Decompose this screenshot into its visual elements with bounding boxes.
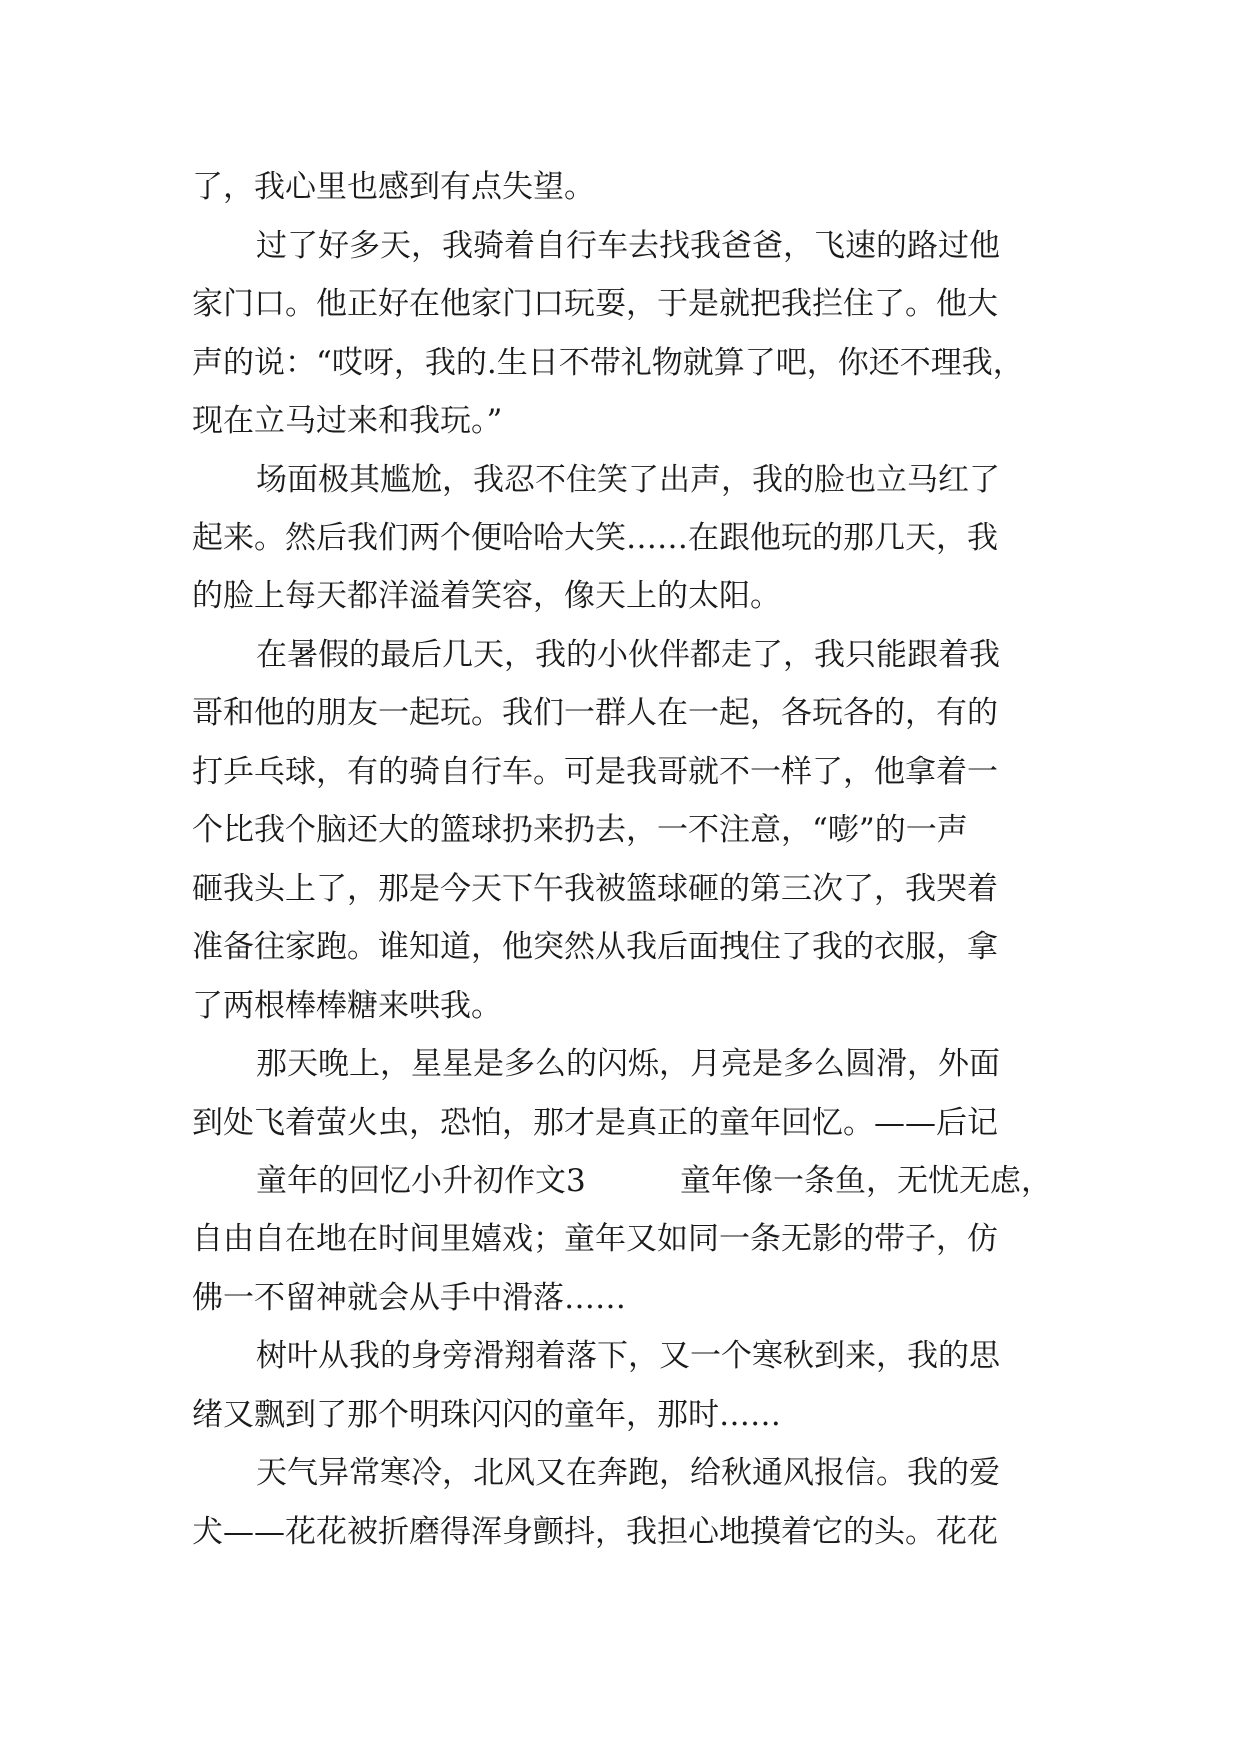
text-line	[0, 917, 1241, 977]
text-line	[0, 683, 1241, 743]
paragraph-start-line	[0, 1326, 1241, 1386]
text-line-content: 打乒乓球，有的骑自行车。可是我哥就不一样了，他拿着一	[192, 754, 998, 790]
text-line-content: 天气异常寒冷，北风又在奔跑，给秋通风报信。我的爱	[256, 1455, 1000, 1491]
text-line	[0, 508, 1241, 568]
text-line	[0, 1209, 1241, 1269]
text-line-content: 场面极其尴尬，我忍不住笑了出声，我的脸也立马红了	[256, 462, 1000, 498]
text-line-content: 到处飞着萤火虫，恐怕，那才是真正的童年回忆。——后记	[192, 1105, 998, 1141]
text-line-content: 绪又飘到了那个明珠闪闪的童年，那时……	[192, 1397, 781, 1433]
text-line-content: 的脸上每天都洋溢着笑容，像天上的太阳。	[192, 578, 781, 614]
text-line	[0, 1502, 1241, 1562]
text-line	[0, 391, 1241, 451]
paragraph-start-line	[0, 1034, 1241, 1094]
paragraph-start-line	[0, 625, 1241, 685]
paragraph-start-line	[0, 216, 1241, 276]
text-line-content: 起来。然后我们两个便哈哈大笑……在跟他玩的那几天，我	[192, 520, 998, 556]
text-line	[0, 800, 1241, 860]
text-line-content: 那天晚上，星星是多么的闪烁，月亮是多么圆滑，外面	[256, 1046, 1000, 1082]
text-line	[0, 1385, 1241, 1445]
paragraph-start-line	[0, 450, 1241, 510]
text-line-content: 犬——花花被折磨得浑身颤抖，我担心地摸着它的头。花花	[192, 1514, 998, 1550]
text-line-content: 声的说：“哎呀，我的.生日不带礼物就算了吧，你还不理我，	[192, 345, 1024, 381]
essay-heading-line	[0, 1151, 1241, 1211]
text-line-content: 在暑假的最后几天，我的小伙伴都走了，我只能跟着我	[256, 637, 1000, 673]
text-line-content: 准备往家跑。谁知道，他突然从我后面拽住了我的衣服，拿	[192, 929, 998, 965]
text-line-content: 佛一不留神就会从手中滑落……	[192, 1280, 626, 1316]
text-line-content: 个比我个脑还大的篮球扔来扔去，一不注意，“嘭”的一声	[192, 812, 968, 848]
text-line-content: 现在立马过来和我玩。”	[192, 403, 503, 439]
text-line	[0, 1268, 1241, 1328]
text-line	[0, 333, 1241, 393]
text-line	[0, 976, 1241, 1036]
text-line-content: 家门口。他正好在他家门口玩耍，于是就把我拦住了。他大	[192, 286, 998, 322]
text-line-content: 了，我心里也感到有点失望。	[192, 169, 595, 205]
text-line-content: 过了好多天，我骑着自行车去找我爸爸，飞速的路过他	[256, 228, 1000, 264]
text-line-content: 童年像一条鱼，无忧无虑，	[680, 1163, 1052, 1199]
text-line-content: 树叶从我的身旁滑翔着落下，又一个寒秋到来，我的思	[256, 1338, 1000, 1374]
text-line	[0, 274, 1241, 334]
text-line	[0, 566, 1241, 626]
text-line	[0, 157, 1241, 217]
text-line-content: 了两根棒棒糖来哄我。	[192, 988, 502, 1024]
text-line	[0, 859, 1241, 919]
text-line	[0, 1093, 1241, 1153]
paragraph-start-line	[0, 1443, 1241, 1503]
text-line-content: 自由自在地在时间里嬉戏；童年又如同一条无影的带子，仿	[192, 1221, 998, 1257]
text-line-content: 哥和他的朋友一起玩。我们一群人在一起，各玩各的，有的	[192, 695, 998, 731]
essay-title: 童年的回忆小升初作文3	[256, 1163, 586, 1199]
text-line	[0, 742, 1241, 802]
text-line-content: 砸我头上了，那是今天下午我被篮球砸的第三次了，我哭着	[192, 871, 998, 907]
